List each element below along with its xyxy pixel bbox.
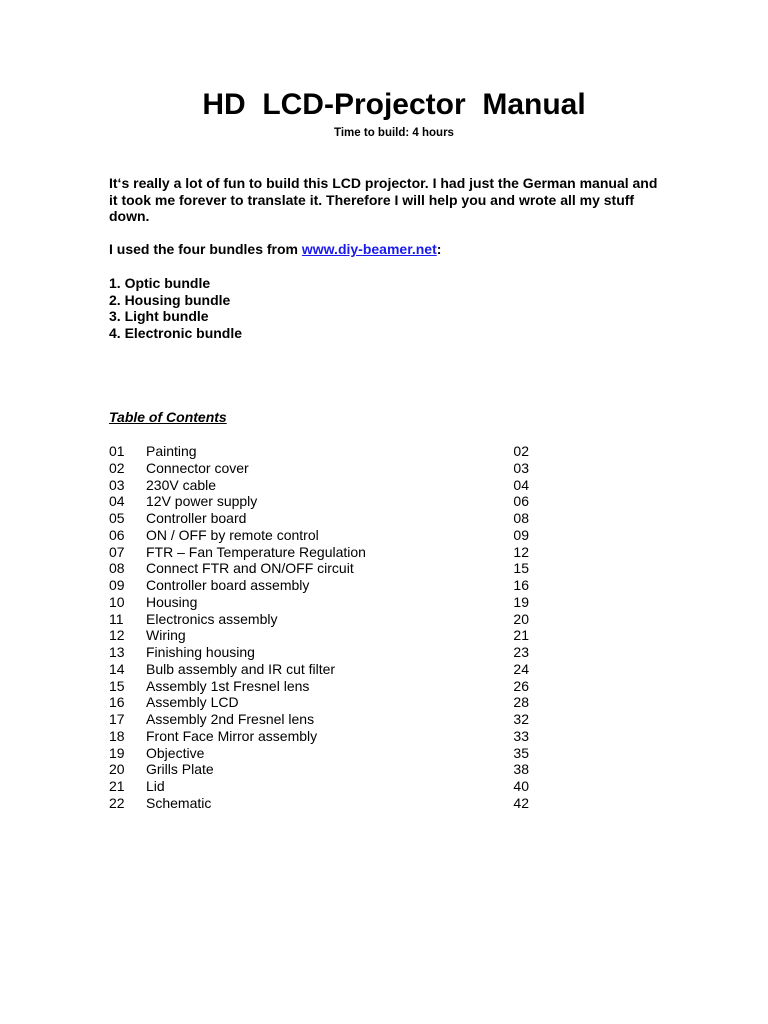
toc-page-number: 04 [513, 476, 529, 493]
toc-page-number: 42 [513, 794, 529, 811]
toc-label: Assembly 1st Fresnel lens [146, 677, 310, 694]
toc-row [109, 745, 529, 762]
toc-page-number: 35 [513, 744, 529, 761]
toc-number: 12 [109, 627, 125, 644]
toc-label: Connector cover [146, 459, 249, 476]
document-title: HD LCD-Projector Manual [202, 88, 586, 121]
toc-page-number: 33 [513, 727, 529, 744]
toc-row [109, 493, 529, 510]
bundles-intro-colon: : [436, 241, 442, 257]
bundles-intro-text: I used the four bundles from [109, 241, 302, 257]
toc-page-number: 16 [513, 577, 529, 593]
toc-label: Painting [146, 443, 197, 459]
toc-page-number: 38 [513, 761, 529, 778]
toc-row [109, 678, 529, 695]
toc-row [109, 627, 529, 644]
diy-beamer-link[interactable]: www.diy-beamer.net [301, 241, 437, 257]
bundle-item: 3. Light bundle [109, 308, 209, 325]
toc-page-number: 32 [513, 711, 529, 727]
toc-label: Front Face Mirror assembly [146, 727, 318, 744]
toc-row [109, 527, 529, 544]
toc-label: Grills Plate [146, 761, 214, 778]
toc-row [109, 661, 529, 678]
toc-label: 230V cable [146, 476, 217, 493]
toc-row [109, 728, 529, 745]
toc-number: 18 [109, 727, 125, 744]
toc-number: 21 [109, 778, 125, 794]
toc-number: 22 [109, 794, 125, 811]
toc-row [109, 460, 529, 477]
toc-label: Schematic [146, 794, 212, 811]
toc-label: Wiring [146, 627, 186, 644]
toc-number: 20 [109, 761, 125, 778]
toc-number: 14 [109, 660, 125, 677]
toc-page-number: 15 [513, 560, 529, 577]
toc-page-number: 09 [513, 526, 529, 543]
document-subtitle: Time to build: 4 hours [334, 127, 454, 139]
toc-page-number: 26 [513, 677, 529, 694]
toc-number: 03 [109, 476, 125, 493]
toc-number: 04 [109, 493, 125, 510]
toc-number: 02 [109, 459, 125, 476]
toc-label: ON / OFF by remote control [146, 526, 319, 543]
toc-page-number: 24 [513, 660, 529, 677]
toc-page-number: 06 [513, 493, 529, 510]
intro-paragraph: It‘s really a lot of fun to build this LCD projector. I had just the German manual and it took me forever to translate it. Therefore I will help you and wrote all my stuff down. [109, 175, 658, 225]
toc-row [109, 443, 529, 460]
toc-number: 09 [109, 577, 125, 593]
toc-label: Housing [146, 593, 198, 610]
toc-number: 13 [109, 644, 125, 660]
toc-row [109, 778, 529, 795]
toc-page-number: 08 [513, 510, 529, 526]
toc-page-number: 23 [513, 644, 529, 660]
toc-row [109, 560, 529, 577]
toc-label: Bulb assembly and IR cut filter [146, 660, 336, 677]
toc-label: Controller board [146, 510, 247, 526]
toc-page-number: 40 [513, 778, 529, 794]
toc-number: 01 [109, 443, 125, 459]
toc-number: 17 [109, 711, 125, 727]
toc-page-number: 21 [513, 627, 529, 644]
toc-number: 15 [109, 677, 125, 694]
bundles-intro [109, 241, 669, 258]
toc-number: 08 [109, 560, 125, 577]
toc-page-number: 02 [513, 443, 529, 459]
toc-label: Finishing housing [146, 644, 255, 660]
toc-page-number: 19 [513, 593, 529, 610]
toc-number: 06 [109, 526, 125, 543]
toc-label: Lid [146, 778, 165, 794]
bundle-list [109, 275, 242, 342]
toc-row [109, 544, 529, 561]
toc-row [109, 594, 529, 611]
bundle-item: 1. Optic bundle [109, 275, 211, 291]
toc-row [109, 611, 529, 628]
bundle-item: 4. Electronic bundle [109, 325, 243, 342]
toc-label: Assembly LCD [146, 694, 239, 711]
toc-row [109, 711, 529, 728]
toc-label: 12V power supply [146, 493, 258, 510]
toc-label: Assembly 2nd Fresnel lens [146, 711, 315, 727]
toc-row [109, 477, 529, 494]
toc-row [109, 577, 529, 594]
toc-row [109, 694, 529, 711]
toc-number: 05 [109, 510, 125, 526]
toc-heading: Table of Contents [109, 409, 227, 425]
toc-label: FTR – Fan Temperature Regulation [146, 543, 366, 560]
toc-label: Electronics assembly [146, 610, 278, 627]
toc-page-number: 28 [513, 694, 529, 711]
toc-page-number: 03 [513, 459, 529, 476]
table-of-contents [109, 443, 529, 812]
toc-page-number: 20 [513, 610, 529, 627]
toc-row [109, 761, 529, 778]
toc-number: 07 [109, 543, 125, 560]
toc-page-number: 12 [513, 543, 529, 560]
toc-number: 19 [109, 744, 125, 761]
toc-number: 10 [109, 593, 125, 610]
toc-number: 11 [109, 610, 124, 627]
toc-label: Connect FTR and ON/OFF circuit [146, 560, 354, 577]
toc-row [109, 795, 529, 812]
toc-label: Objective [146, 744, 205, 761]
toc-number: 16 [109, 694, 125, 711]
toc-row [109, 510, 529, 527]
toc-label: Controller board assembly [146, 577, 310, 593]
bundle-item: 2. Housing bundle [109, 291, 231, 308]
toc-row [109, 644, 529, 661]
